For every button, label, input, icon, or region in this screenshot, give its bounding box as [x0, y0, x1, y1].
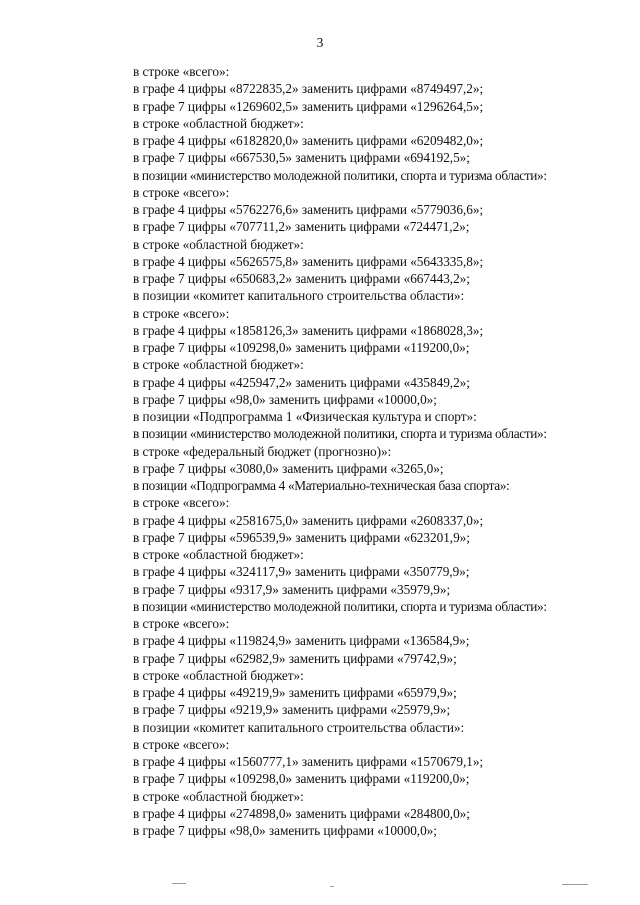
text-line: в графе 7 цифры «3080,0» заменить цифрами «3265,0»;: [133, 460, 444, 476]
text-line: в графе 4 цифры «6182820,0» заменить цифрами «6209482,0»;: [133, 133, 484, 148]
scan-artifact: [330, 886, 334, 887]
text-line: в строке «федеральный бюджет (прогнозно)»:: [133, 443, 392, 459]
text-line: в строке «всего»:: [133, 495, 230, 511]
text-line: в позиции «комитет капитального строительства области»:: [133, 288, 465, 304]
text-line: в графе 7 цифры «650683,2» заменить цифрами «667443,2»;: [133, 271, 470, 286]
scan-artifact: [562, 884, 588, 885]
text-line: в графе 7 цифры «1269602,5» заменить цифрами «1296264,5»;: [133, 98, 484, 114]
text-line: в графе 4 цифры «1560777,1» заменить цифрами «1570679,1»;: [133, 754, 484, 769]
text-line: в строке «областной бюджет»:: [133, 236, 304, 252]
text-line: в графе 4 цифры «324117,9» заменить цифрами «350779,9»;: [133, 564, 470, 580]
text-line: в графе 7 цифры «9317,9» заменить цифрами «35979,9»;: [133, 581, 451, 597]
text-line: в строке «всего»:: [133, 305, 230, 321]
text-line: в графе 7 цифры «62982,9» заменить цифрами «79742,9»;: [133, 650, 457, 666]
text-line: в строке «областной бюджет»:: [133, 115, 304, 131]
text-line: в строке «областной бюджет»:: [133, 667, 304, 683]
text-line: в графе 4 цифры «1858126,3» заменить цифрами «1868028,3»;: [133, 322, 484, 338]
text-line: в графе 7 цифры «109298,0» заменить цифрами «119200,0»;: [133, 771, 470, 787]
text-line: в позиции «министерство молодежной политики, спорта и туризма области»:: [133, 426, 547, 442]
text-line: в позиции «Подпрограмма 4 «Материально-техническая база спорта»:: [133, 478, 510, 493]
text-line: в графе 4 цифры «2581675,0» заменить цифрами «2608337,0»;: [133, 512, 484, 528]
text-line: в графе 7 цифры «596539,9» заменить цифрами «623201,9»;: [133, 529, 470, 545]
text-line: в графе 7 цифры «667530,5» заменить цифрами «694192,5»;: [133, 150, 470, 166]
text-line: в графе 4 цифры «274898,0» заменить цифрами «284800,0»;: [133, 805, 470, 821]
text-line: в строке «всего»:: [133, 736, 230, 752]
text-line: в строке «всего»:: [133, 184, 230, 200]
text-line: в графе 7 цифры «109298,0» заменить цифрами «119200,0»;: [133, 340, 470, 355]
text-line: в позиции «комитет капитального строительства области»:: [133, 719, 465, 735]
text-line: в графе 4 цифры «119824,9» заменить цифрами «136584,9»;: [133, 633, 470, 649]
text-line: в строке «всего»:: [133, 616, 230, 631]
text-line: в графе 4 цифры «5626575,8» заменить цифрами «5643335,8»;: [133, 253, 484, 269]
text-line: в строке «областной бюджет»:: [133, 788, 304, 804]
document-body: [133, 63, 633, 839]
text-line: в позиции «Подпрограмма 1 «Физическая культура и спорт»:: [133, 409, 477, 424]
text-line: в позиции «министерство молодежной политики, спорта и туризма области»:: [133, 598, 547, 614]
scan-artifact: [172, 883, 186, 884]
text-line: в графе 4 цифры «49219,9» заменить цифрами «65979,9»;: [133, 685, 457, 700]
text-line: в графе 7 цифры «707711,2» заменить цифрами «724471,2»;: [133, 219, 470, 235]
text-line: в графе 7 цифры «98,0» заменить цифрами «10000,0»;: [133, 823, 437, 838]
text-line: в графе 7 цифры «98,0» заменить цифрами «10000,0»;: [133, 391, 437, 407]
text-line: в строке «всего»:: [133, 64, 230, 79]
page-number: 3: [316, 35, 324, 50]
text-line: в строке «областной бюджет»:: [133, 357, 304, 373]
text-line: в графе 4 цифры «8722835,2» заменить цифрами «8749497,2»;: [133, 81, 484, 97]
text-line: в графе 7 цифры «9219,9» заменить цифрами «25979,9»;: [133, 702, 451, 718]
text-line: в графе 4 цифры «5762276,6» заменить цифрами «5779036,6»;: [133, 202, 484, 217]
text-line: в графе 4 цифры «425947,2» заменить цифрами «435849,2»;: [133, 374, 470, 390]
text-line: в позиции «министерство молодежной политики, спорта и туризма области»:: [133, 167, 547, 183]
text-line: в строке «областной бюджет»:: [133, 547, 304, 562]
